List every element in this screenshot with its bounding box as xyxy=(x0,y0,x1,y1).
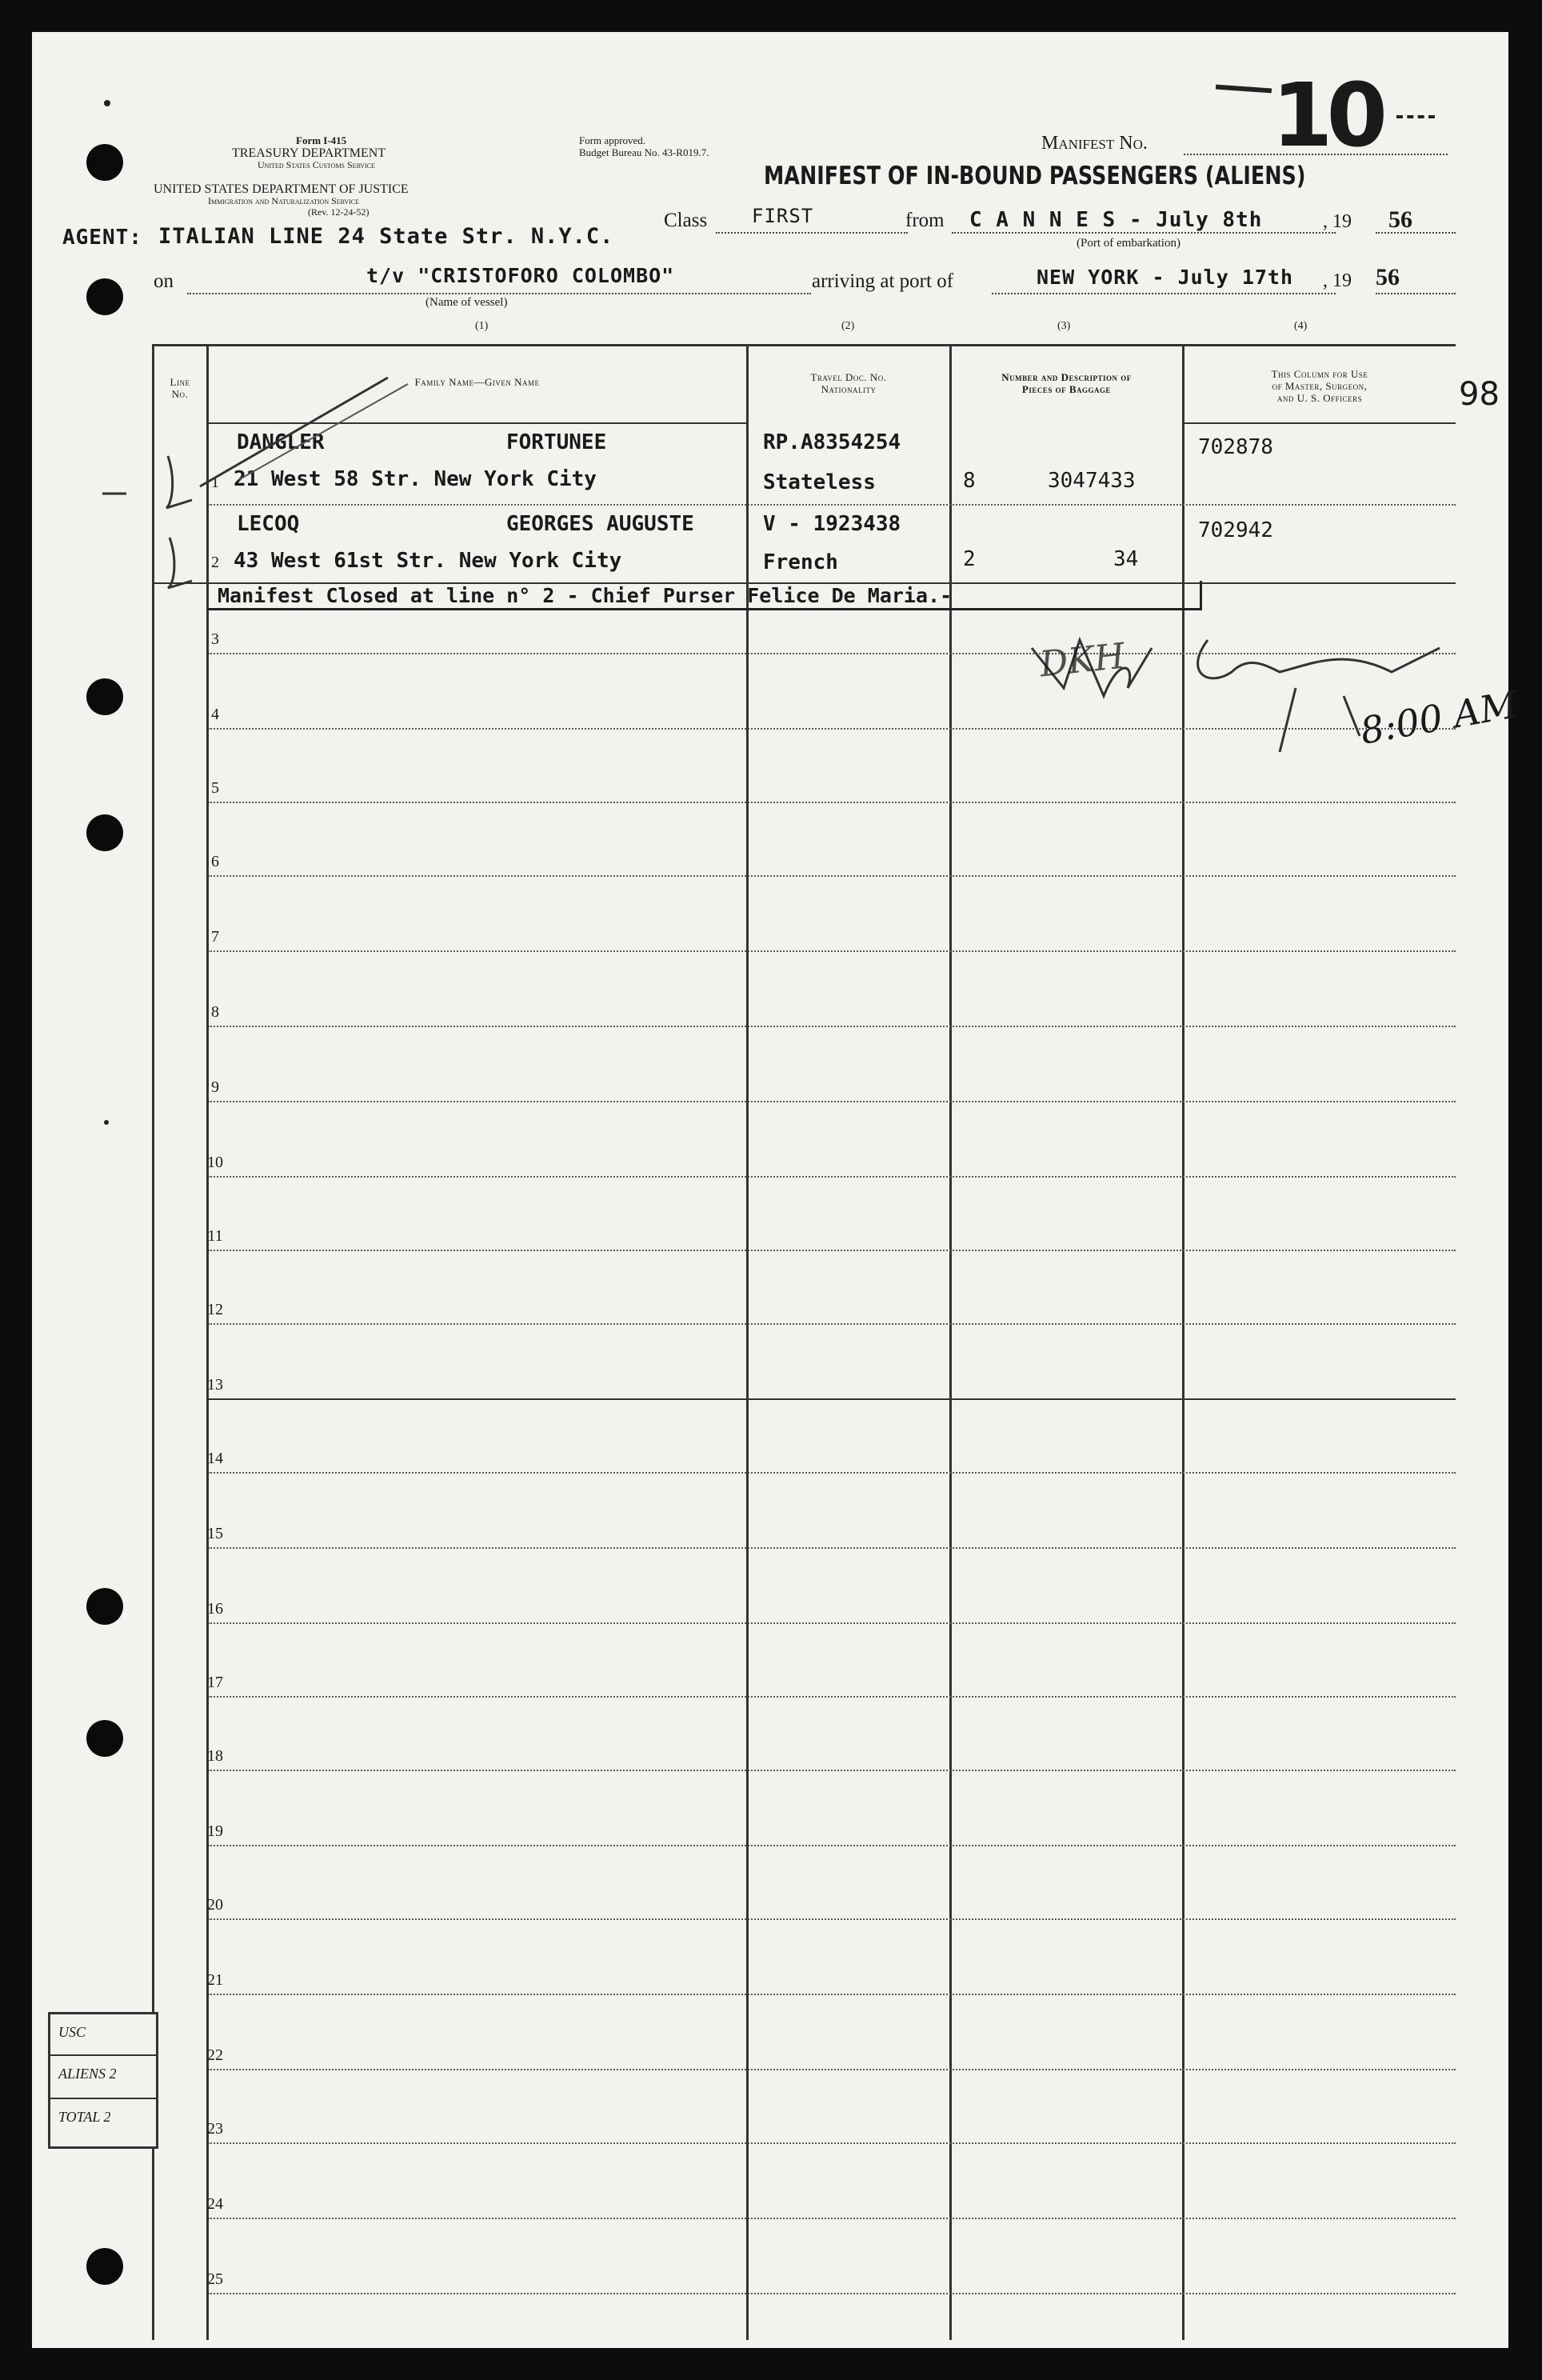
baggage-header-1: Number and Description of xyxy=(1001,371,1132,383)
row-number: 14 xyxy=(207,1450,223,1467)
column-number: (1) xyxy=(475,320,489,332)
row-number: 22 xyxy=(207,2046,223,2064)
manifest-title: MANIFEST OF IN-BOUND PASSENGERS (ALIENS) xyxy=(764,162,1306,190)
officers-header-3: and U. S. Officers xyxy=(1276,392,1363,404)
row-number: 8 xyxy=(211,1003,219,1021)
signature-initials: DKH xyxy=(1037,635,1127,686)
column-number: (3) xyxy=(1057,320,1071,332)
treasury-department: TREASURY DEPARTMENT xyxy=(232,146,386,160)
handwriting-marks xyxy=(32,32,1508,2348)
justice-department: UNITED STATES DEPARTMENT OF JUSTICE xyxy=(154,182,409,196)
given-name: GEORGES AUGUSTE xyxy=(506,512,694,536)
agent-label: AGENT: xyxy=(62,226,142,250)
row-number: 6 xyxy=(211,853,219,870)
year-suffix-1: 56 xyxy=(1388,206,1412,233)
doc-header-1: Travel Doc. No. xyxy=(810,371,887,383)
given-name: FORTUNEE xyxy=(506,430,607,454)
row-number: 13 xyxy=(207,1376,223,1394)
row-number: 24 xyxy=(207,2195,223,2213)
port-caption: (Port of embarkation) xyxy=(1077,237,1180,250)
form-revision: (Rev. 12-24-52) xyxy=(308,206,370,218)
manifest-no-label: Manifest No. xyxy=(1041,133,1148,154)
officers-header-2: of Master, Surgeon, xyxy=(1272,380,1368,392)
arriving-value: NEW YORK - July 17th xyxy=(1037,266,1294,289)
margin-note: 98 xyxy=(1459,376,1500,413)
row-number: 2 xyxy=(211,554,219,571)
row-number: 5 xyxy=(211,779,219,797)
row-number: 21 xyxy=(207,1971,223,1989)
diagonal-stroke xyxy=(200,378,388,486)
time-note: 8:00 AM xyxy=(1356,682,1521,753)
row-number: 7 xyxy=(211,928,219,946)
travel-doc: V - 1923438 xyxy=(763,512,901,536)
officer-number: 702878 xyxy=(1198,435,1273,459)
row-number: 23 xyxy=(207,2120,223,2138)
manifest-sheet xyxy=(32,32,1521,2348)
row-number: 9 xyxy=(211,1078,219,1096)
baggage-number: 3047433 xyxy=(1048,469,1136,493)
stamp-line-2: ALIENS 2 xyxy=(58,2066,117,2082)
baggage-pieces: 2 xyxy=(963,547,976,571)
tally-stamp xyxy=(48,2012,158,2149)
nationality: Stateless xyxy=(763,470,876,494)
baggage-header-2: Pieces of Baggage xyxy=(1021,383,1112,395)
family-name: LECOQ xyxy=(237,512,300,536)
check-mark xyxy=(166,456,192,508)
row-number: 20 xyxy=(207,1896,223,1914)
baggage-number: 34 xyxy=(1113,547,1139,571)
row-number: 4 xyxy=(211,706,219,723)
class-value: FIRST xyxy=(752,205,814,227)
year-prefix-2: , 19 xyxy=(1323,270,1352,291)
class-label: Class xyxy=(664,210,708,231)
family-name: DANGLER xyxy=(237,430,325,454)
from-label: from xyxy=(905,210,945,231)
agent-value: ITALIAN LINE 24 State Str. N.Y.C. xyxy=(158,224,614,249)
manifest-no-value: 10 xyxy=(1272,64,1382,166)
address: 43 West 61st Str. New York City xyxy=(234,549,622,573)
row-number: 19 xyxy=(207,1822,223,1840)
diagonal-stroke xyxy=(238,384,408,480)
customs-service: United States Customs Service xyxy=(258,159,375,170)
form-number: Form I-415 xyxy=(296,134,347,146)
immigration-service: Immigration and Naturalization Service xyxy=(208,195,360,206)
row-number: 18 xyxy=(207,1747,223,1765)
stamp-line-3: TOTAL 2 xyxy=(58,2109,111,2125)
closing-note: Manifest Closed at line n° 2 - Chief Purser Felice De Maria.- xyxy=(218,584,953,607)
from-value: C A N N E S - July 8th xyxy=(969,208,1263,232)
line-no-header-2: No. xyxy=(171,388,189,400)
row-number: 25 xyxy=(207,2270,223,2288)
vessel-caption: (Name of vessel) xyxy=(425,296,508,309)
column-number: (4) xyxy=(1294,320,1308,332)
officers-header-1: This Column for Use xyxy=(1271,368,1368,380)
row-number: 10 xyxy=(207,1154,223,1171)
stamp-divider xyxy=(50,2098,156,2099)
check-mark xyxy=(168,538,192,588)
year-suffix-2: 56 xyxy=(1376,264,1400,290)
year-prefix-1: , 19 xyxy=(1323,211,1352,232)
form-approved: Form approved. xyxy=(579,134,646,146)
address: 21 West 58 Str. New York City xyxy=(234,467,597,491)
row-number: 16 xyxy=(207,1600,223,1618)
row-number: 15 xyxy=(207,1525,223,1542)
on-label: on xyxy=(154,270,174,292)
nationality: French xyxy=(763,550,838,574)
row-number: 12 xyxy=(207,1301,223,1318)
vessel-value: t/v "CRISTOFORO COLOMBO" xyxy=(366,264,675,287)
row-number: 11 xyxy=(207,1227,223,1245)
name-header: Family Name—Given Name xyxy=(414,376,540,388)
row-number: 3 xyxy=(211,630,219,648)
row-number: 17 xyxy=(207,1674,223,1691)
stamp-divider xyxy=(50,2054,156,2056)
baggage-pieces: 8 xyxy=(963,469,976,493)
officer-number: 702942 xyxy=(1198,518,1273,542)
stamp-line-1: USC xyxy=(58,2024,86,2040)
budget-bureau: Budget Bureau No. 43-R019.7. xyxy=(579,146,709,158)
column-number: (2) xyxy=(841,320,855,332)
arriving-label: arriving at port of xyxy=(812,270,954,292)
doc-header-2: Nationality xyxy=(821,383,877,395)
travel-doc: RP.A8354254 xyxy=(763,430,901,454)
line-no-header-1: Line xyxy=(170,376,190,388)
row-number: 1 xyxy=(211,474,219,491)
